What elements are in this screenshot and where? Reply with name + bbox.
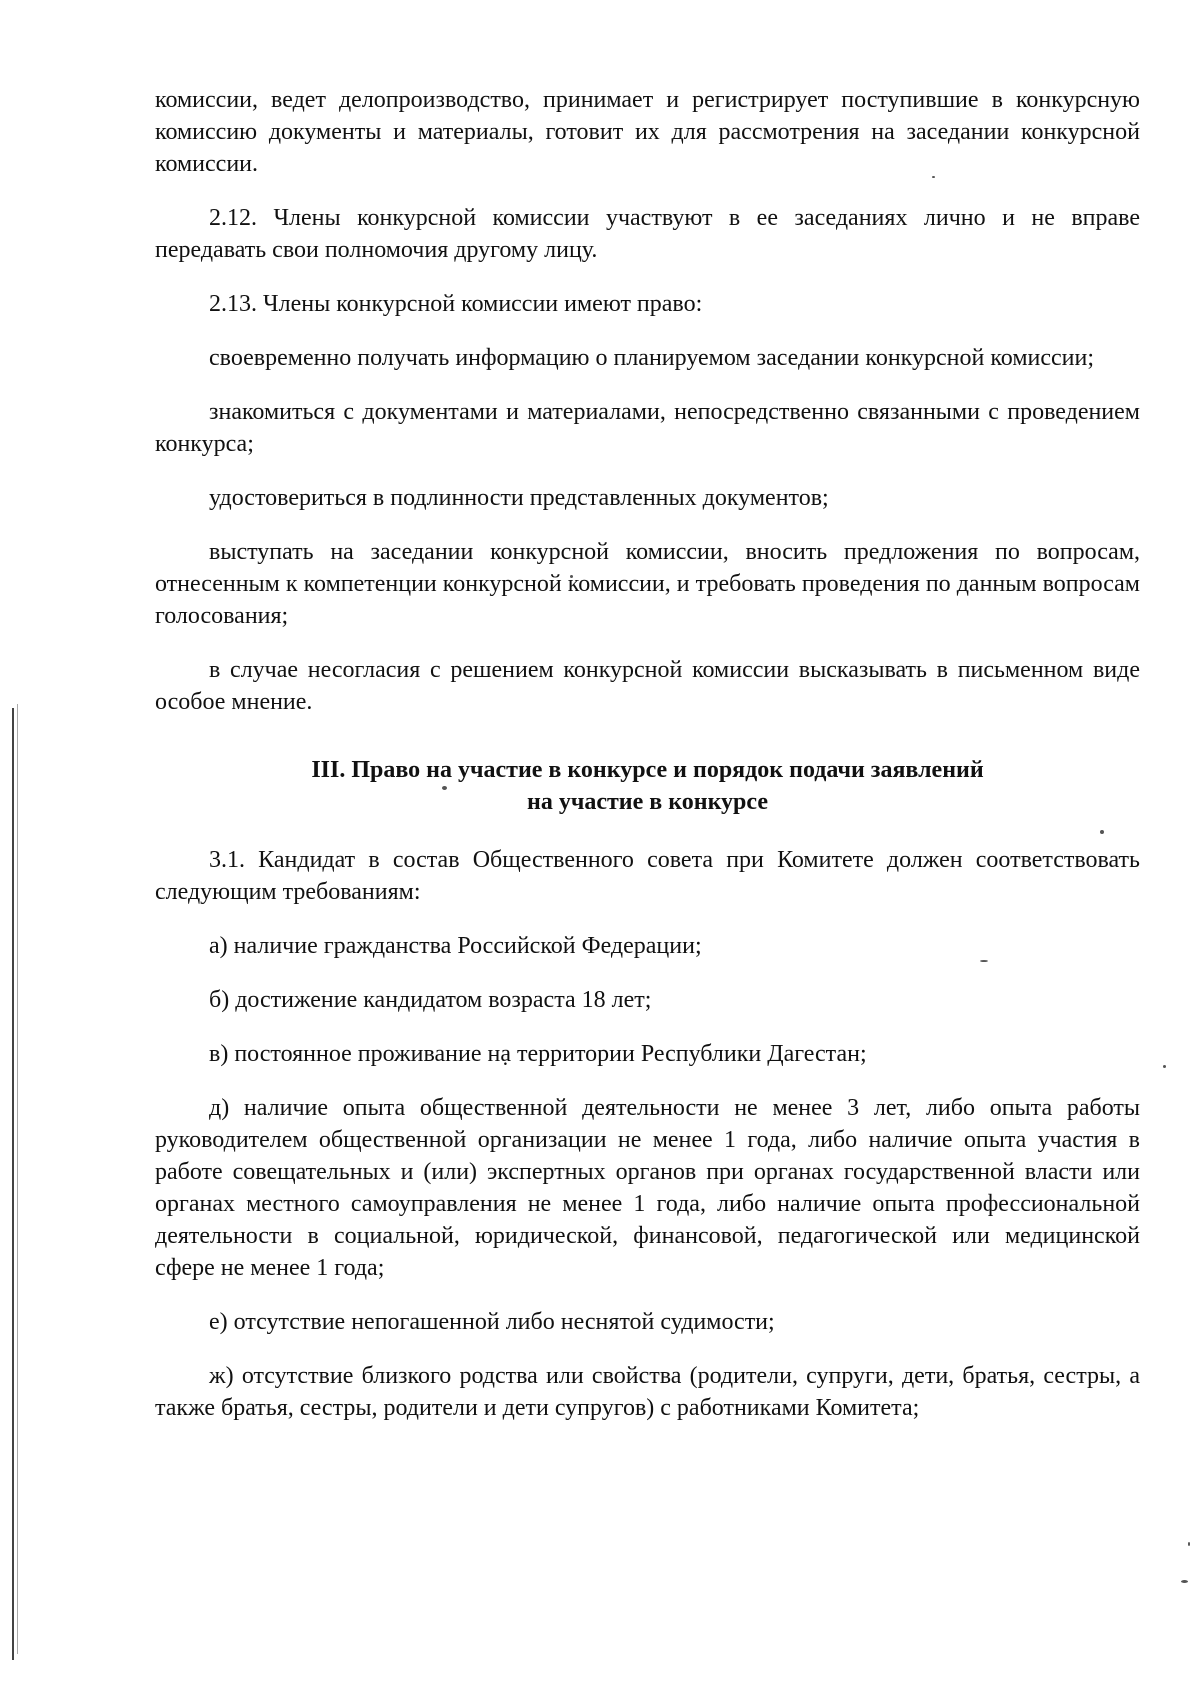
requirement-item: д) наличие опыта общественной деятельности не менее 3 лет, либо опыта работы руководителем общественной организации не менее 1 года, либо наличие опыта участия в работе совещательных и (или) экспертных органов при органах государственной власти или органах местного самоуправления не менее 1 года, либо наличие опыта профессиональной деятельности в социальной, юридической, финансовой, педагогической или медицинской сфере не менее 1 года;: [155, 1095, 1140, 1281]
requirement-item: ж) отсутствие близкого родства или свойства (родители, супруги, дети, братья, сестры, а также братья, сестры, родители и дети супругов) с работниками Комитета;: [155, 1363, 1140, 1421]
document-body: [155, 84, 1140, 1446]
paragraph-3-1: 3.1. Кандидат в состав Общественного совета при Комитете должен соответствовать следующим требованиям:: [155, 847, 1140, 905]
section-3-heading-line-2: на участие в конкурсе: [526, 789, 769, 815]
scan-margin-line: [12, 708, 14, 1660]
paragraph-continuation: комиссии, ведет делопроизводство, принимает и регистрирует поступившие в конкурсную комиссию документы и материалы, готовит их для рассмотрения на заседании конкурсной комиссии.: [155, 87, 1140, 177]
requirement-item: а) наличие гражданства Российской Федерации;: [209, 933, 702, 959]
section-3-heading: [155, 754, 1140, 818]
rights-item: знакомиться с документами и материалами, непосредственно связанными с проведением конкурса;: [155, 399, 1140, 457]
rights-item: своевременно получать информацию о планируемом заседании конкурсной комиссии;: [209, 345, 1095, 371]
requirement-item: е) отсутствие непогашенной либо неснятой судимости;: [209, 1309, 775, 1335]
rights-item: удостовериться в подлинности представленных документов;: [209, 485, 829, 511]
scan-speck: [1163, 1065, 1166, 1068]
section-3-heading-line-1: III. Право на участие в конкурсе и порядок подачи заявлений: [311, 757, 984, 783]
paragraph-2-13: 2.13. Члены конкурсной комиссии имеют право:: [209, 291, 703, 317]
requirement-item: б) достижение кандидатом возраста 18 лет;: [209, 987, 652, 1013]
scan-margin-line-faint: [17, 704, 18, 1654]
scan-speck: [1181, 1580, 1188, 1583]
scan-speck: [1188, 1542, 1190, 1546]
paragraph-2-12: 2.12. Члены конкурсной комиссии участвуют в ее заседаниях лично и не вправе передавать свои полномочия другому лицу.: [155, 205, 1140, 263]
rights-item: в случае несогласия с решением конкурсной комиссии высказывать в письменном виде особое мнение.: [155, 657, 1140, 715]
requirement-item: в) постоянное проживание нạ территории Республики Дагестан;: [209, 1041, 867, 1067]
rights-item: выступать на заседании конкурсной комиссии, вносить предложения по вопросам, отнесенным к компетенции конкурсной комиссии, и требовать проведения по данным вопросам голосования;: [155, 539, 1140, 629]
